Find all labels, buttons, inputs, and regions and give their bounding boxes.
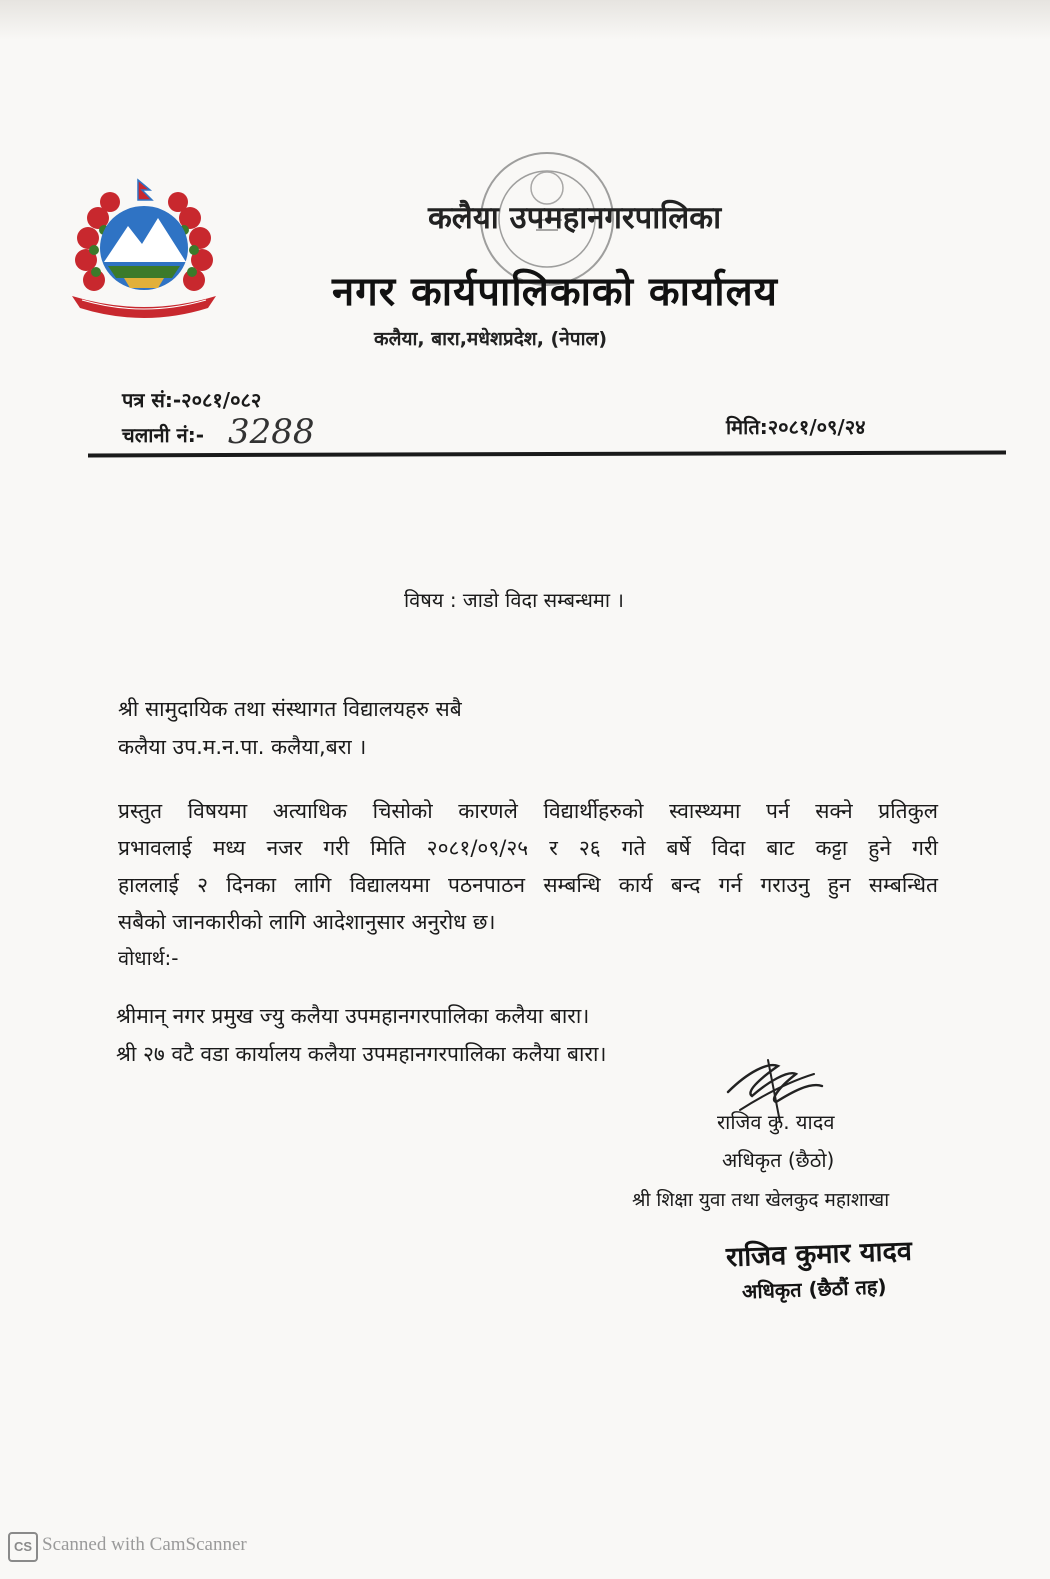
letter-date: मिति:२०८१/०९/२४ <box>726 415 866 439</box>
page-top-shadow <box>0 0 1050 40</box>
header-divider <box>88 451 1006 458</box>
municipality-name: कलैया उपमहानगरपालिका <box>428 200 722 236</box>
camscanner-logo-icon: CS <box>8 1532 38 1562</box>
cc-line-1: श्रीमान् नगर प्रमुख ज्यु कलैया उपमहानगरपालिका कलैया बारा। <box>116 1004 590 1028</box>
letter-body <box>118 793 938 941</box>
body-line-2: प्रभावलाई मध्य नजर गरी मिति २०८१/०९/२५ र २६ गते बर्षे विदा बाट कट्टा हुने गरी <box>118 836 938 860</box>
addressee-line-2: कलैया उप.म.न.पा. कलैया,बरा । <box>118 735 367 759</box>
addressee-line-1: श्री सामुदायिक तथा संस्थागत विद्यालयहरु सबै <box>118 697 462 721</box>
signatory-name: राजिव कु. यादव <box>717 1110 835 1134</box>
signatory-title: अधिकृत (छैठो) <box>722 1148 835 1172</box>
title-seal: अधिकृत (छैठौं तह) <box>741 1274 887 1304</box>
signatory-department: श्री शिक्षा युवा तथा खेलकुद महाशाखा <box>632 1189 890 1211</box>
office-name: नगर कार्यपालिकाको कार्यालय <box>332 269 778 315</box>
letter-reference-number: पत्र सं:-२०८१/०८२ <box>122 388 262 412</box>
dispatch-number-label: चलानी नं:- <box>122 423 205 447</box>
name-seal: राजिव कुमार यादव <box>725 1235 913 1274</box>
office-address: कलैया, बारा,मधेशप्रदेश, (नेपाल) <box>374 328 608 350</box>
body-line-3: हाललाई २ दिनका लागि विद्यालयमा पठनपाठन सम्बन्धि कार्य बन्द गर्न गराउनु हुन सम्बन्धित <box>118 873 938 897</box>
dispatch-number-handwritten: 3288 <box>228 412 315 452</box>
scanner-watermark: Scanned with CamScanner <box>42 1534 247 1555</box>
letter-subject: विषय : जाडो विदा सम्बन्धमा । <box>404 588 624 612</box>
body-line-4: सबैको जानकारीको लागि आदेशानुसार अनुरोध छ। <box>118 910 496 934</box>
cc-heading: वोधार्थ:- <box>118 946 179 970</box>
nepal-emblem-logo <box>68 178 220 318</box>
cc-line-2: श्री २७ वटै वडा कार्यालय कलैया उपमहानगरपालिका कलैया बारा। <box>116 1042 607 1066</box>
body-line-1: प्रस्तुत विषयमा अत्याधिक चिसोको कारणले विद्यार्थीहरुको स्वास्थ्यमा पर्न सक्ने प्रतिकुल <box>118 799 938 823</box>
